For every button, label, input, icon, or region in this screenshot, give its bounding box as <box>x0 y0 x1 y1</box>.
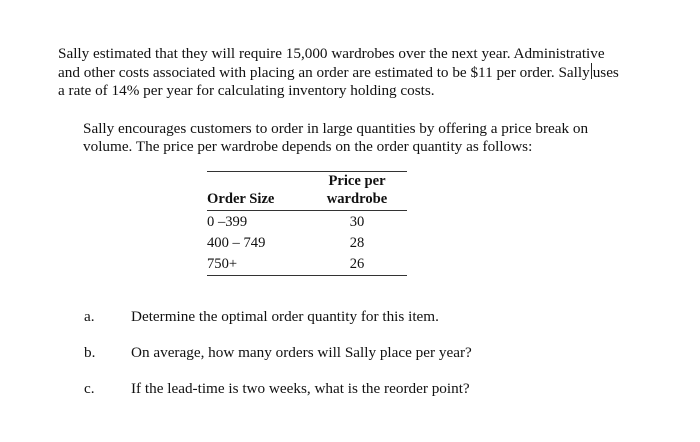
question-letter: c. <box>84 380 95 397</box>
promo-line-2: volume. The price per wardrobe depends on the order quantity as follows: <box>83 138 533 155</box>
price-break-paragraph <box>83 120 663 156</box>
intro-line-2 <box>58 63 658 82</box>
table-row <box>207 232 407 253</box>
question-text: If the lead-time is two weeks, what is the reorder point? <box>131 380 470 397</box>
header-price-line-2: wardrobe <box>326 191 388 207</box>
order-size-cell: 0 –399 <box>207 214 248 230</box>
table-row <box>207 211 407 233</box>
question-text: Determine the optimal order quantity for this item. <box>131 308 439 325</box>
price-break-table <box>207 171 407 276</box>
price-cell: 26 <box>307 253 407 276</box>
question-letter: b. <box>84 344 96 361</box>
header-order-size: Order Size <box>207 172 307 211</box>
header-price-line-1: Price per <box>328 173 386 189</box>
price-cell: 28 <box>349 235 365 251</box>
promo-line-1: Sally encourages customers to order in large quantities by offering a price break on <box>83 120 589 137</box>
text-cursor <box>591 63 592 79</box>
table-header-row <box>207 172 407 211</box>
intro-line-1: Sally estimated that they will require 15,000 wardrobes over the next year. Administrative <box>58 45 605 62</box>
order-size-cell: 750+ <box>207 253 307 276</box>
intro-line-3: a rate of 14% per year for calculating inventory holding costs. <box>58 82 435 99</box>
problem-intro-paragraph <box>58 45 658 100</box>
table-row <box>207 253 407 276</box>
order-size-cell: 400 – 749 <box>207 235 266 251</box>
price-cell: 30 <box>349 214 365 230</box>
question-text: On average, how many orders will Sally place per year? <box>131 344 472 361</box>
header-price-per-wardrobe <box>307 172 407 211</box>
intro-line-2-text: and other costs associated with placing an order are estimated to be $11 per order. Sally <box>58 64 590 81</box>
question-letter: a. <box>84 308 95 325</box>
intro-line-2-tail: uses <box>592 64 619 81</box>
